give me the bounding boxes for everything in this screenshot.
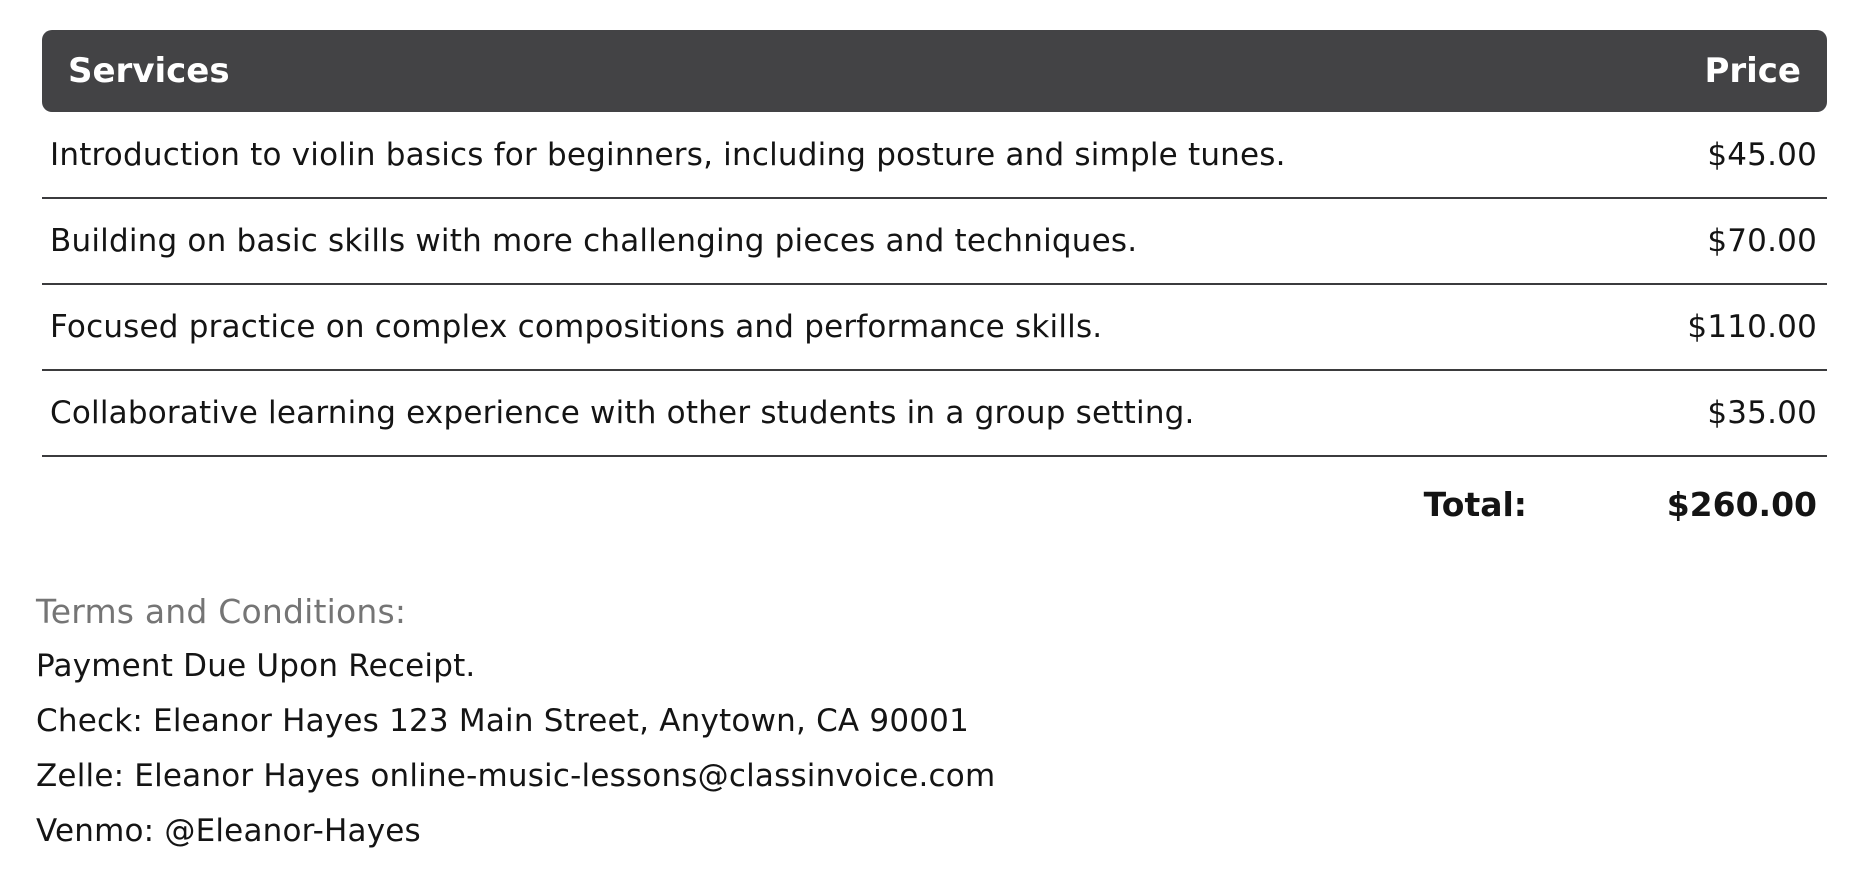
total-row (42, 456, 1827, 552)
total-label: Total: (1423, 485, 1527, 524)
service-price: $110.00 (1607, 284, 1827, 370)
services-table (42, 30, 1827, 552)
terms-line: Venmo: @Eleanor-Hayes (36, 813, 421, 849)
service-description: Collaborative learning experience with other students in a group setting. (42, 370, 1607, 456)
service-description: Building on basic skills with more challenging pieces and techniques. (42, 198, 1607, 284)
table-row (42, 284, 1827, 370)
service-description: Introduction to violin basics for beginners, including posture and simple tunes. (42, 112, 1607, 198)
total-value: $260.00 (1666, 485, 1817, 524)
table-row (42, 198, 1827, 284)
price-column-header: Price (1607, 30, 1827, 112)
services-column-header: Services (42, 30, 1607, 112)
table-header-row (42, 30, 1827, 112)
terms-line: Zelle: Eleanor Hayes online-music-lessons@classinvoice.com (36, 758, 996, 794)
terms-line: Payment Due Upon Receipt. (36, 648, 476, 684)
terms-heading: Terms and Conditions: (36, 592, 407, 631)
terms-section (36, 584, 1827, 859)
service-price: $45.00 (1607, 112, 1827, 198)
table-row (42, 112, 1827, 198)
service-price: $70.00 (1607, 198, 1827, 284)
table-row (42, 370, 1827, 456)
terms-line: Check: Eleanor Hayes 123 Main Street, Anytown, CA 90001 (36, 703, 970, 739)
service-description: Focused practice on complex compositions and performance skills. (42, 284, 1607, 370)
service-price: $35.00 (1607, 370, 1827, 456)
